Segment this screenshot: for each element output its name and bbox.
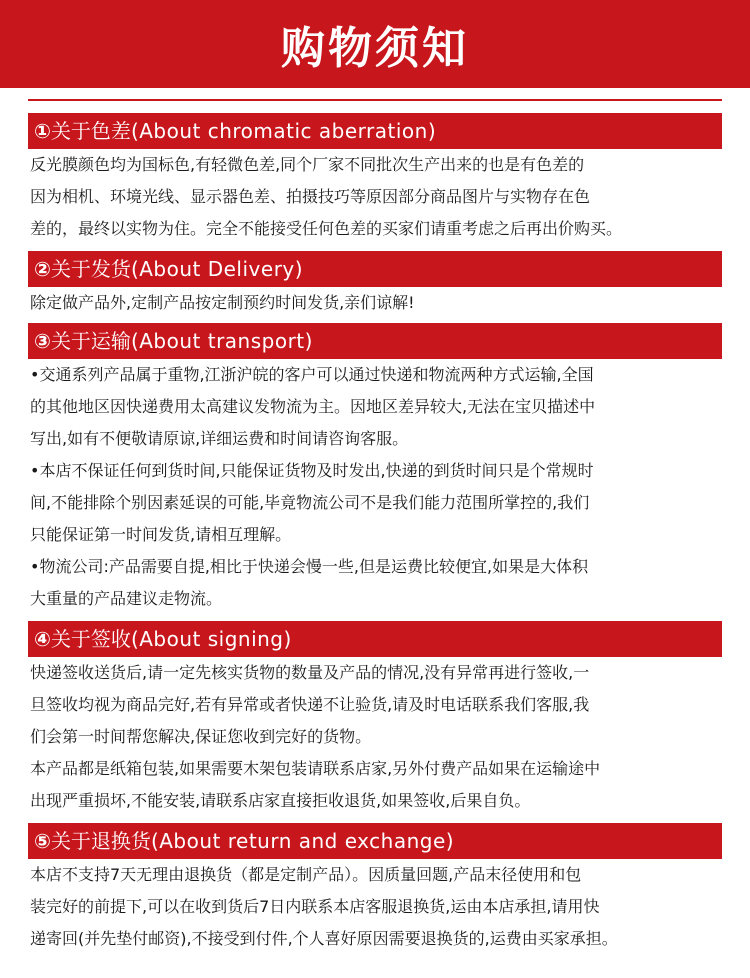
paragraph-line: 本产品都是纸箱包装,如果需要木架包装请联系店家,另外付费产品如果在运输途中: [30, 759, 601, 778]
section-heading: [28, 823, 722, 859]
paragraph-line: 的其他地区因快递费用太高建议发物流为主。因地区差异较大,无法在宝贝描述中: [30, 397, 596, 416]
paragraph-line: 写出,如有不便敬请原谅,详细运费和时间请咨询客服。: [30, 429, 409, 448]
paragraph: [28, 657, 722, 753]
section-heading-en: (About Delivery): [130, 257, 304, 281]
paragraph: [28, 149, 722, 245]
page-title: 购物须知: [281, 23, 469, 74]
section-heading-num: ④: [34, 627, 51, 651]
paragraph-line: • 物流公司:产品需要自提,相比于快递会慢一些,但是运费比较便宜,如果是大体积: [30, 551, 722, 583]
section-heading: [28, 323, 722, 359]
paragraph-line: 递寄回(并先垫付邮资),不接受到付件,个人喜好原因需要退换货的,运费由买家承担。: [30, 929, 618, 948]
section-heading-cn: 关于色差: [50, 119, 131, 143]
section-3: [28, 323, 722, 615]
paragraph-line: 们会第一时间帮您解决,保证您收到完好的货物。: [30, 727, 372, 746]
paragraph-line: 本店不支持7天无理由退换货（都是定制产品）。因质量回题,产品末径使用和包: [30, 865, 582, 884]
page-title-banner: [0, 0, 750, 88]
section-heading-cn: 关于发货: [50, 257, 131, 281]
section-1: [28, 113, 722, 245]
section-5: [28, 823, 722, 955]
paragraph: [28, 753, 722, 817]
notice-sections: [0, 113, 750, 955]
section-heading-num: ③: [34, 329, 51, 353]
section-heading-cn: 关于运输: [50, 329, 131, 353]
paragraph-line: 大重量的产品建议走物流。: [30, 589, 223, 608]
section-heading: [28, 251, 722, 287]
paragraph-line: 反光膜颜色均为国标色,有轻微色差,同个厂家不同批次生产出来的也是有色差的: [30, 155, 585, 174]
paragraph-line: 快递签收送货后,请一定先核实货物的数量及产品的情况,没有异常再进行签收,一: [30, 663, 590, 682]
paragraph-line: • 本店不保证任何到货时间,只能保证货物及时发出,快递的到货时间只是个常规时: [30, 455, 722, 487]
paragraph-line: 差的，最终以实物为住。完全不能接受任何色差的买家们请重考虑之后再出价购买。: [30, 219, 623, 238]
paragraph: [28, 359, 722, 455]
paragraph-line: 除定做产品外,定制产品按定制预约时间发货,亲们谅解!: [30, 293, 415, 312]
section-4: [28, 621, 722, 817]
section-heading-cn: 关于退换货: [50, 829, 151, 853]
section-heading-num: ①: [34, 119, 51, 143]
paragraph-line: 只能保证第一时间发货,请相互理解。: [30, 525, 292, 544]
section-heading: [28, 113, 722, 149]
section-heading-cn: 关于签收: [50, 627, 131, 651]
section-heading-en: (About return and exchange): [150, 829, 455, 853]
section-heading-en: (About chromatic aberration): [130, 119, 437, 143]
paragraph-line: 因为相机、环境光线、显示器色差、拍摄技巧等原因部分商品图片与实物存在色: [30, 187, 591, 206]
section-heading-num: ②: [34, 257, 51, 281]
paragraph-line: 旦签收均视为商品完好,若有异常或者快递不让验货,请及时电话联系我们客服,我: [30, 695, 590, 714]
paragraph-line: 出现严重损坏,不能安装,请联系店家直接拒收退货,如果签收,后果自负。: [30, 791, 531, 810]
section-heading: [28, 621, 722, 657]
section-heading-num: ⑤: [34, 829, 51, 853]
paragraph: [28, 287, 722, 319]
paragraph-line: • 交通系列产品属于重物,江浙沪皖的客户可以通过快递和物流两种方式运输,全国: [30, 359, 722, 391]
section-2: [28, 251, 722, 319]
paragraph: [28, 455, 722, 551]
divider: [28, 99, 722, 101]
paragraph-line: 装完好的前提下,可以在收到货后7日内联系本店客服退换货,运由本店承担,请用快: [30, 897, 600, 916]
paragraph-line: 间,不能排除个别因素延误的可能,毕竟物流公司不是我们能力范围所掌控的,我们: [30, 493, 590, 512]
section-heading-en: (About transport): [130, 329, 313, 353]
paragraph: [28, 859, 722, 955]
section-heading-en: (About signing): [130, 627, 292, 651]
paragraph: [28, 551, 722, 615]
